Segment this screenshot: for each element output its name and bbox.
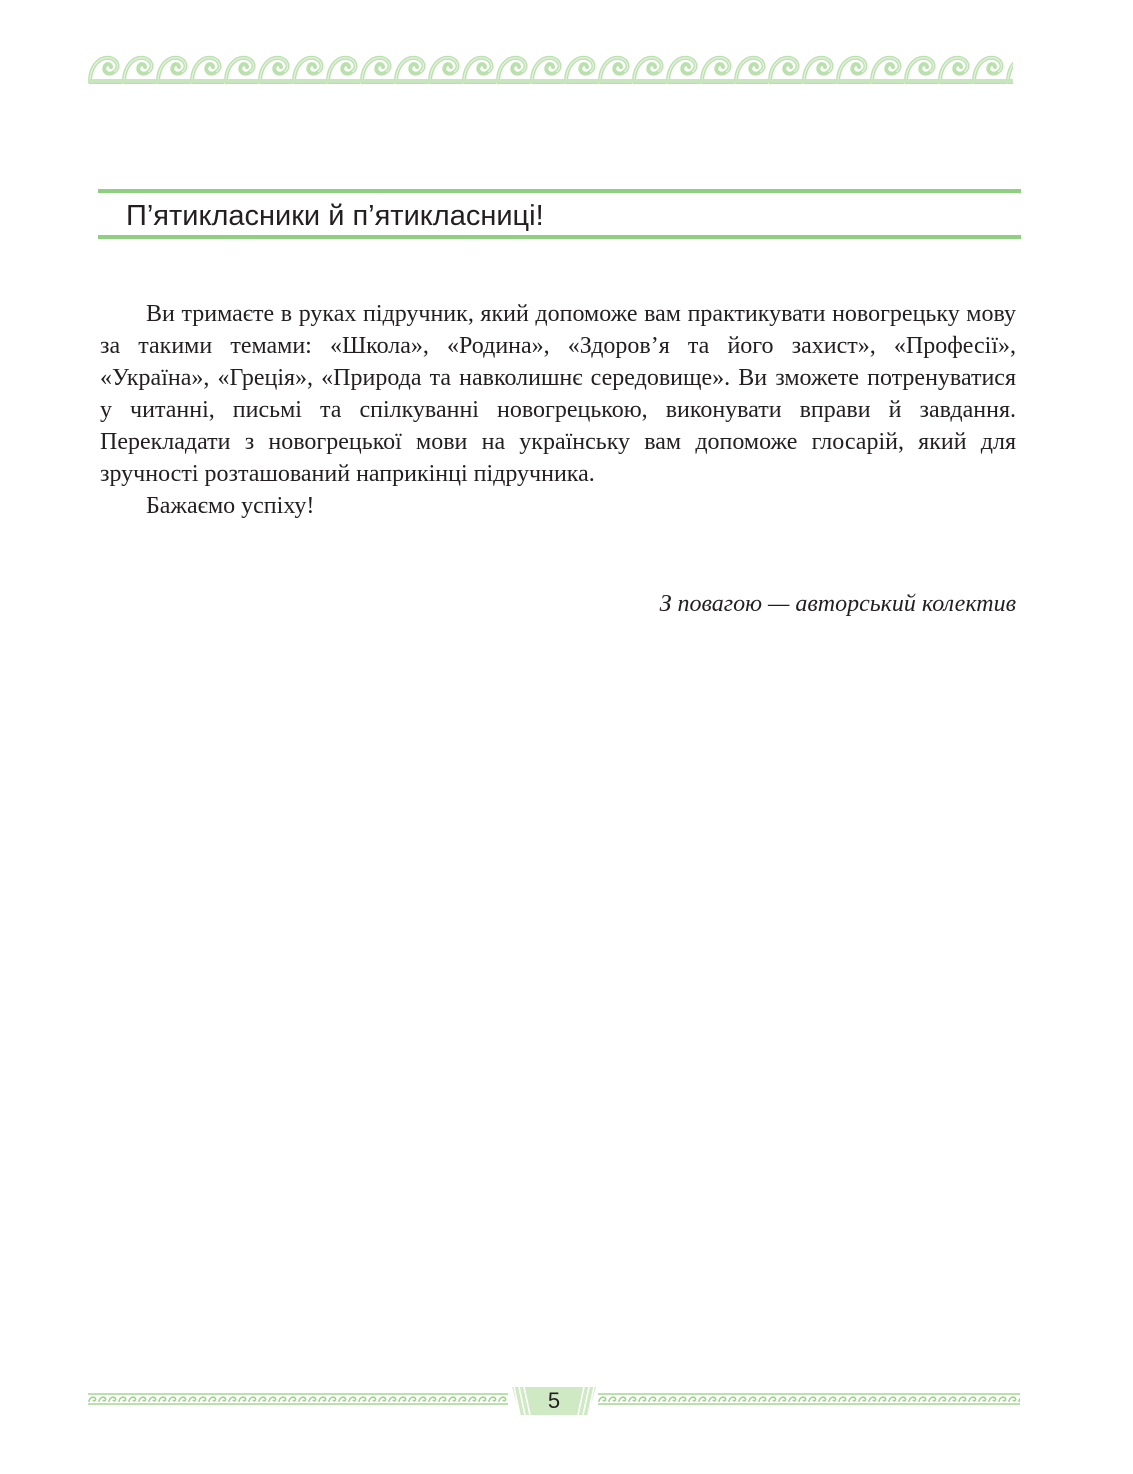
page-number: 5 <box>547 1388 561 1413</box>
wish-paragraph: Бажаємо успіху! <box>146 493 315 519</box>
page-heading: П’ятикласники й п’ятикласниці! <box>126 200 544 232</box>
signature: З повагою — авторський колектив <box>659 591 1016 617</box>
heading-box <box>98 189 1021 239</box>
top-wave-border <box>88 52 1013 84</box>
intro-text <box>100 298 1016 522</box>
intro-paragraph: Ви тримаєте в руках підручник, який допоможе вам практикувати новогрецьку мову за такими темами: «Школа», «Родина», «Здоров’я та його захист», «Професії», «Україна», «Греція», «Природа та навколишнє середовище». Ви зможете потренуватися у читанні, письмі та спілкуванні новогрецькою, виконувати вправи й завдання. Перекладати з новогрецької мови на українську вам допоможе глосарій, який для зручності розташований наприкінці підручника. <box>100 301 1016 487</box>
